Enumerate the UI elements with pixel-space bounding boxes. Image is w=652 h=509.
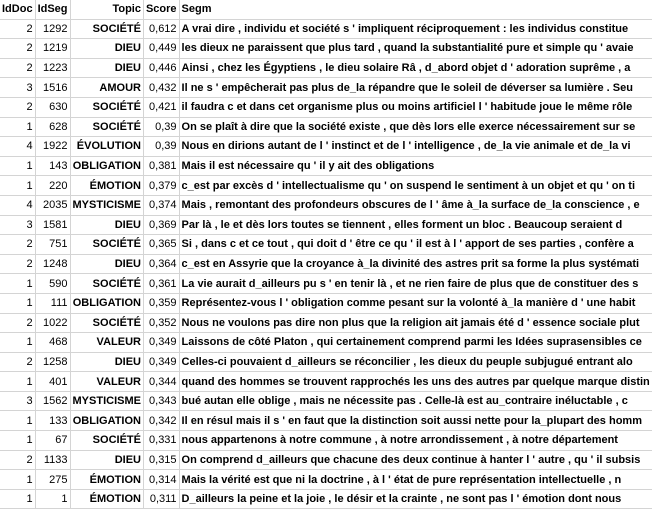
cell-iddoc[interactable]: 2 <box>0 313 35 333</box>
cell-topic[interactable]: ÉMOTION <box>70 489 143 509</box>
cell-score[interactable]: 0,344 <box>143 372 179 392</box>
cell-iddoc[interactable]: 2 <box>0 39 35 59</box>
cell-iddoc[interactable]: 1 <box>0 411 35 431</box>
cell-segm[interactable]: il faudra c et dans cet organisme plus ou moins artificiel l ' habitude joue le même rôle <box>179 97 652 117</box>
table-row <box>0 19 652 39</box>
cell-topic[interactable]: DIEU <box>70 450 143 470</box>
cell-score[interactable]: 0,342 <box>143 411 179 431</box>
cell-topic[interactable]: SOCIÉTÉ <box>70 97 143 117</box>
cell-topic[interactable]: MYSTICISME <box>70 391 143 411</box>
cell-score[interactable]: 0,39 <box>143 117 179 137</box>
cell-score[interactable]: 0,349 <box>143 333 179 353</box>
cell-idseg[interactable]: 220 <box>35 176 70 196</box>
cell-idseg[interactable]: 468 <box>35 333 70 353</box>
cell-score[interactable]: 0,374 <box>143 195 179 215</box>
cell-topic[interactable]: OBLIGATION <box>70 156 143 176</box>
cell-score[interactable]: 0,369 <box>143 215 179 235</box>
cell-idseg[interactable]: 1223 <box>35 58 70 78</box>
cell-iddoc[interactable]: 1 <box>0 274 35 294</box>
cell-topic[interactable]: DIEU <box>70 39 143 59</box>
cell-score[interactable]: 0,449 <box>143 39 179 59</box>
cell-segm[interactable]: On comprend d_ailleurs que chacune des deux continue à hanter l ' autre , qu ' il subsis <box>179 450 652 470</box>
cell-iddoc[interactable]: 1 <box>0 117 35 137</box>
cell-idseg[interactable]: 67 <box>35 431 70 451</box>
table-row <box>0 391 652 411</box>
table-row <box>0 293 652 313</box>
table-row <box>0 411 652 431</box>
cell-iddoc[interactable]: 1 <box>0 489 35 509</box>
cell-idseg[interactable]: 401 <box>35 372 70 392</box>
table-row <box>0 254 652 274</box>
table-row <box>0 97 652 117</box>
cell-idseg[interactable]: 1516 <box>35 78 70 98</box>
cell-score[interactable]: 0,39 <box>143 137 179 157</box>
cell-segm[interactable]: Par là , le et dès lors toutes se tiennent , elles forment un bloc . Beaucoup seraient d <box>179 215 652 235</box>
cell-idseg[interactable]: 1133 <box>35 450 70 470</box>
cell-iddoc[interactable]: 2 <box>0 450 35 470</box>
cell-topic[interactable]: DIEU <box>70 254 143 274</box>
cell-iddoc[interactable]: 3 <box>0 78 35 98</box>
cell-iddoc[interactable]: 2 <box>0 352 35 372</box>
column-header-topic[interactable]: Topic <box>70 0 143 19</box>
cell-topic[interactable]: MYSTICISME <box>70 195 143 215</box>
header-row <box>0 0 652 19</box>
cell-iddoc[interactable]: 2 <box>0 254 35 274</box>
cell-topic[interactable]: SOCIÉTÉ <box>70 117 143 137</box>
table-row <box>0 137 652 157</box>
cell-segm[interactable]: nous appartenons à notre commune , à notre arrondissement , à notre département <box>179 431 652 451</box>
table-row <box>0 489 652 509</box>
cell-iddoc[interactable]: 1 <box>0 431 35 451</box>
column-header-score[interactable]: Score <box>143 0 179 19</box>
cell-segm[interactable]: On se plaît à dire que la société existe , que dès lors elle exerce nécessairement sur se <box>179 117 652 137</box>
cell-iddoc[interactable]: 1 <box>0 293 35 313</box>
cell-idseg[interactable]: 1292 <box>35 19 70 39</box>
table-row <box>0 58 652 78</box>
cell-score[interactable]: 0,379 <box>143 176 179 196</box>
table-row <box>0 156 652 176</box>
cell-segm[interactable]: Celles-ci pouvaient d_ailleurs se réconcilier , les dieux du peuple subjugué entrant alo <box>179 352 652 372</box>
cell-topic[interactable]: ÉMOTION <box>70 470 143 490</box>
cell-score[interactable]: 0,349 <box>143 352 179 372</box>
cell-topic[interactable]: AMOUR <box>70 78 143 98</box>
cell-iddoc[interactable]: 2 <box>0 235 35 255</box>
cell-idseg[interactable]: 1258 <box>35 352 70 372</box>
cell-segm[interactable]: Nous ne voulons pas dire non plus que la religion ait jamais été d ' essence sociale plut <box>179 313 652 333</box>
cell-topic[interactable]: SOCIÉTÉ <box>70 313 143 333</box>
cell-segm[interactable]: bué autan elle oblige , mais ne nécessite pas . Celle-là est au_contraire inéluctable , c <box>179 391 652 411</box>
cell-iddoc[interactable]: 3 <box>0 391 35 411</box>
cell-topic[interactable]: OBLIGATION <box>70 293 143 313</box>
cell-idseg[interactable]: 1922 <box>35 137 70 157</box>
table-row <box>0 215 652 235</box>
table-row <box>0 39 652 59</box>
cell-idseg[interactable]: 1022 <box>35 313 70 333</box>
cell-segm[interactable]: Nous en dirions autant de l ' instinct et de l ' intelligence , de_la vie animale et de_la vi <box>179 137 652 157</box>
table-row <box>0 431 652 451</box>
column-header-segm[interactable]: Segm <box>179 0 652 19</box>
cell-segm[interactable]: les dieux ne paraissent que plus tard , quand la substantialité pure et simple qu ' avaie <box>179 39 652 59</box>
cell-iddoc[interactable]: 2 <box>0 58 35 78</box>
cell-segm[interactable]: Ainsi , chez les Égyptiens , le dieu solaire Râ , d_abord objet d ' adoration suprême , a <box>179 58 652 78</box>
cell-idseg[interactable]: 2035 <box>35 195 70 215</box>
table-body <box>0 19 652 509</box>
cell-topic[interactable]: SOCIÉTÉ <box>70 19 143 39</box>
cell-iddoc[interactable]: 4 <box>0 137 35 157</box>
cell-iddoc[interactable]: 1 <box>0 470 35 490</box>
table-row <box>0 352 652 372</box>
cell-score[interactable]: 0,359 <box>143 293 179 313</box>
cell-score[interactable]: 0,331 <box>143 431 179 451</box>
table-row <box>0 313 652 333</box>
cell-iddoc[interactable]: 3 <box>0 215 35 235</box>
cell-score[interactable]: 0,432 <box>143 78 179 98</box>
cell-segm[interactable]: Laissons de côté Platon , qui certainement comprend parmi les Idées suprasensibles ce <box>179 333 652 353</box>
cell-score[interactable]: 0,343 <box>143 391 179 411</box>
table-row <box>0 372 652 392</box>
cell-score[interactable]: 0,365 <box>143 235 179 255</box>
cell-score[interactable]: 0,315 <box>143 450 179 470</box>
cell-segm[interactable]: A vrai dire , individu et société s ' impliquent réciproquement : les individus constitue <box>179 19 652 39</box>
cell-iddoc[interactable]: 2 <box>0 19 35 39</box>
cell-segm[interactable]: Mais il est nécessaire qu ' il y ait des obligations <box>179 156 652 176</box>
cell-topic[interactable]: VALEUR <box>70 372 143 392</box>
cell-idseg[interactable]: 1581 <box>35 215 70 235</box>
cell-topic[interactable]: ÉVOLUTION <box>70 137 143 157</box>
cell-idseg[interactable]: 1 <box>35 489 70 509</box>
cell-segm[interactable]: Mais , remontant des profondeurs obscures de l ' âme à_la surface de_la conscience , e <box>179 195 652 215</box>
cell-score[interactable]: 0,361 <box>143 274 179 294</box>
cell-idseg[interactable]: 1562 <box>35 391 70 411</box>
cell-segm[interactable]: Représentez-vous l ' obligation comme pesant sur la volonté à_la manière d ' une habit <box>179 293 652 313</box>
cell-score[interactable]: 0,364 <box>143 254 179 274</box>
cell-segm[interactable]: D_ailleurs la peine et la joie , le désir et la crainte , ne sont pas l ' émotion dont nous <box>179 489 652 509</box>
cell-topic[interactable]: SOCIÉTÉ <box>70 431 143 451</box>
cell-segm[interactable]: Si , dans c et ce tout , qui doit d ' être ce qu ' il est à l ' apport de ses parties , confère a <box>179 235 652 255</box>
cell-topic[interactable]: SOCIÉTÉ <box>70 274 143 294</box>
cell-segm[interactable]: Il ne s ' empêcherait pas plus de_la répandre que le soleil de déverser sa lumière . Seu <box>179 78 652 98</box>
cell-segm[interactable]: quand des hommes se trouvent rapprochés les uns des autres par quelque marque distin <box>179 372 652 392</box>
cell-idseg[interactable]: 630 <box>35 97 70 117</box>
cell-segm[interactable]: Il en résul mais il s ' en faut que la distinction soit aussi nette pour la_plupart des homm <box>179 411 652 431</box>
cell-score[interactable]: 0,421 <box>143 97 179 117</box>
column-header-iddoc[interactable]: IdDoc <box>0 0 35 19</box>
cell-iddoc[interactable]: 1 <box>0 333 35 353</box>
cell-idseg[interactable]: 1219 <box>35 39 70 59</box>
cell-segm[interactable]: c_est par excès d ' intellectualisme qu ' on suspend le sentiment à un objet et qu ' on ti <box>179 176 652 196</box>
cell-idseg[interactable]: 590 <box>35 274 70 294</box>
cell-topic[interactable]: DIEU <box>70 58 143 78</box>
cell-topic[interactable]: OBLIGATION <box>70 411 143 431</box>
cell-idseg[interactable]: 143 <box>35 156 70 176</box>
cell-idseg[interactable]: 1248 <box>35 254 70 274</box>
table-row <box>0 274 652 294</box>
cell-idseg[interactable]: 133 <box>35 411 70 431</box>
cell-topic[interactable]: VALEUR <box>70 333 143 353</box>
table-row <box>0 450 652 470</box>
cell-score[interactable]: 0,311 <box>143 489 179 509</box>
cell-score[interactable]: 0,352 <box>143 313 179 333</box>
cell-score[interactable]: 0,314 <box>143 470 179 490</box>
cell-iddoc[interactable]: 2 <box>0 97 35 117</box>
cell-score[interactable]: 0,612 <box>143 19 179 39</box>
cell-segm[interactable]: c_est en Assyrie que la croyance à_la divinité des astres prit sa forme la plus systémati <box>179 254 652 274</box>
cell-iddoc[interactable]: 4 <box>0 195 35 215</box>
cell-topic[interactable]: SOCIÉTÉ <box>70 235 143 255</box>
table-row <box>0 333 652 353</box>
cell-score[interactable]: 0,381 <box>143 156 179 176</box>
cell-iddoc[interactable]: 1 <box>0 372 35 392</box>
cell-topic[interactable]: DIEU <box>70 352 143 372</box>
table-row <box>0 470 652 490</box>
cell-topic[interactable]: DIEU <box>70 215 143 235</box>
cell-topic[interactable]: ÉMOTION <box>70 176 143 196</box>
cell-idseg[interactable]: 751 <box>35 235 70 255</box>
cell-idseg[interactable]: 628 <box>35 117 70 137</box>
table-row <box>0 195 652 215</box>
table-row <box>0 176 652 196</box>
cell-iddoc[interactable]: 1 <box>0 176 35 196</box>
table-row <box>0 78 652 98</box>
cell-idseg[interactable]: 275 <box>35 470 70 490</box>
cell-idseg[interactable]: 111 <box>35 293 70 313</box>
cell-score[interactable]: 0,446 <box>143 58 179 78</box>
cell-segm[interactable]: Mais la vérité est que ni la doctrine , à l ' état de pure représentation intellectuelle , n <box>179 470 652 490</box>
table-row <box>0 235 652 255</box>
table-row <box>0 117 652 137</box>
column-header-idseg[interactable]: IdSeg <box>35 0 70 19</box>
cell-segm[interactable]: La vie aurait d_ailleurs pu s ' en tenir là , et ne rien faire de plus que de constituer des s <box>179 274 652 294</box>
cell-iddoc[interactable]: 1 <box>0 156 35 176</box>
